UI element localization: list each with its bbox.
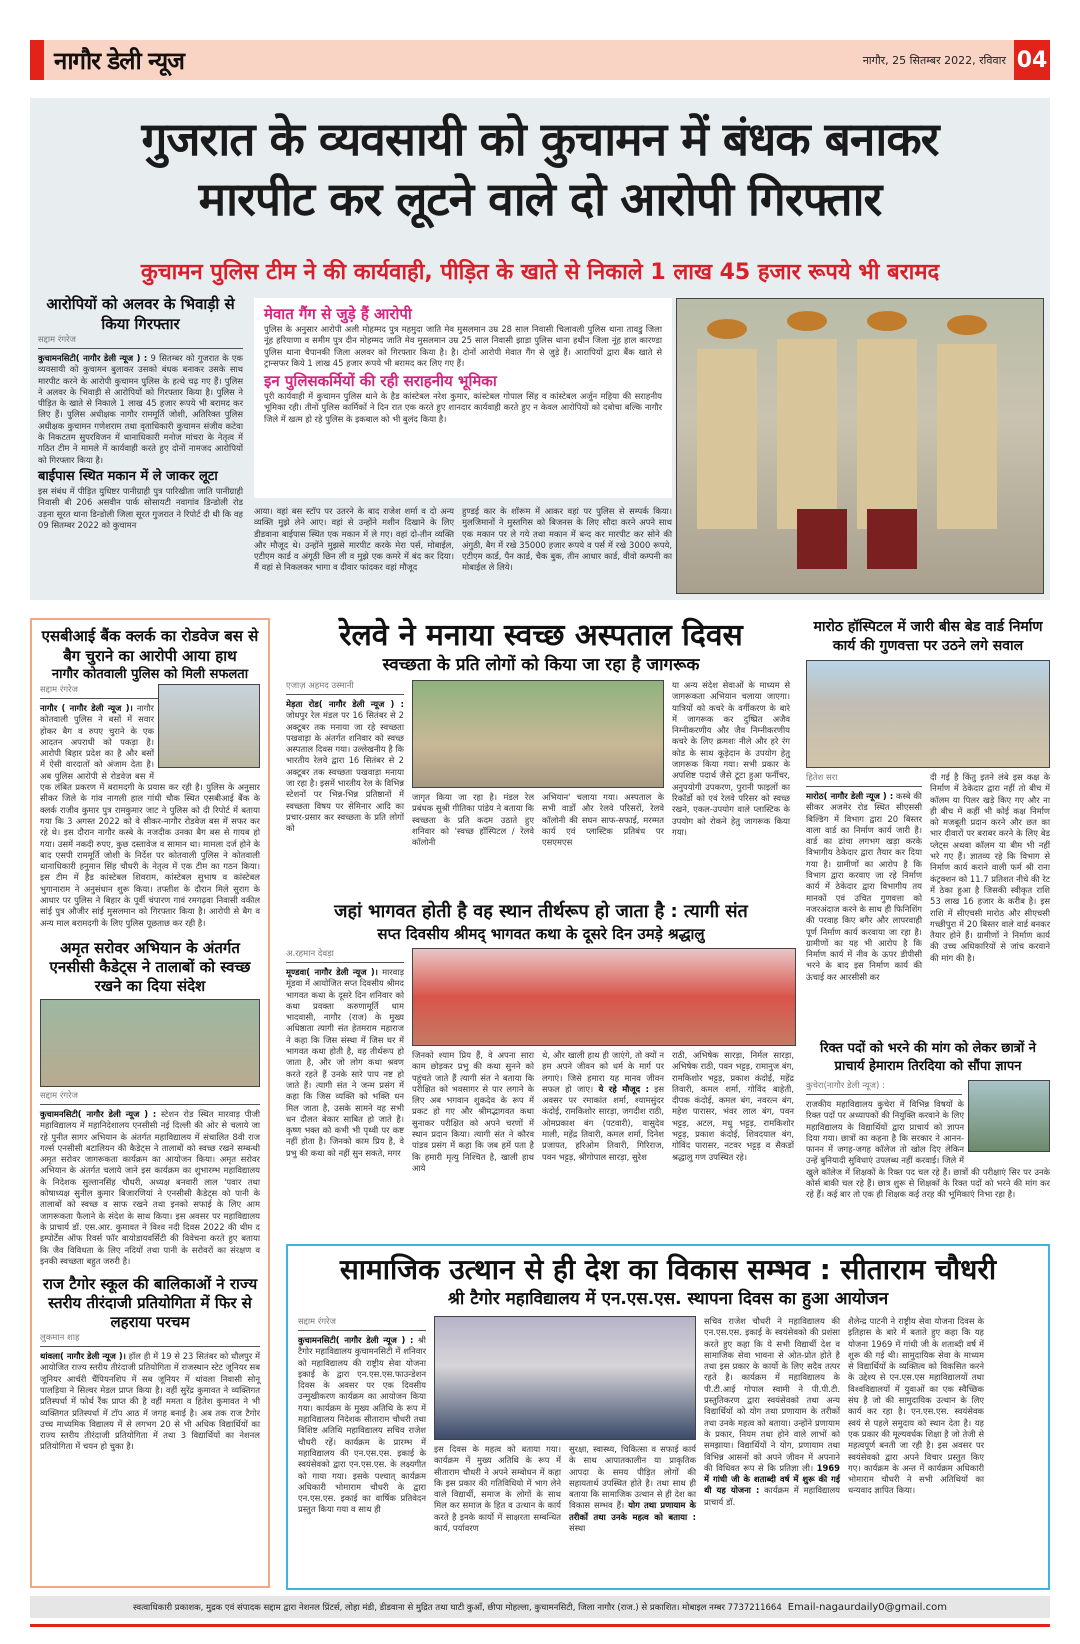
page-number: 04 [1014,40,1050,80]
sbi-body: नागौर ( नागौर डेली न्यूज )। नागौर कोतवाली पुलिस ने बसों में सवार होकर बैग व रुपए चुराने के एक आदतन अपराधी को पकड़ा है। आरोपी बिहार प्रदेश का है और बसों में ऐसी वारदातों को अंजाम देता है। अब पुलिस आरोपी से रोडवेज बस में एक लंबित प्रकरण में बरामदगी के प्रयास कर रही है। पुलिस के अनुसार सीकर जिले के गांव नागली हाल गांधी चौक स्थित एसबीआई बैंक के क्लर्क राजीव कुमार पुत्र रामकुमार जाट ने पुलिस को दी रिपोर्ट में बताया गया कि 3 अगस्त 2022 को वे सीकर-नागौर रोडवेज बस में सफर कर रहे थे। इस दौरान नागौर कस्बे के नजदीक उनका बैग बस से गायब हो गया। उसमें नकदी रुपए, कुछ दस्तावेज व सामान था। मामला दर्ज होने के बाद एसपी राममूर्ति जोशी के निर्देश पर कोतवाली पुलिस ने कोतवाली थानाधिकारी हनुमान सिंह चौधरी के नेतृत्व में एक टीम का गठन किया। इस टीम में हैड कांस्टेबल शिवराम, कांस्टेबल सुभाष व कांस्टेबल भुगानाराम ने अनुसंधान शुरू किया। तफ्तीश के दौरान मिले सुराग के आधार पर पुलिस ने बिहार के पूर्वी चंपारण गावं रमगढ़वा निवासी वकील सांई पुत्र औजीर सांई मुसलमान को गिरफ्तार किया है। आरोपी से बैग व अन्य माल बरामदगी के लिए पुलिस पूछताछ कर रही है। [40,703,260,928]
nss-photo [434,1316,696,1440]
nss-body-5: शैलेन्द्र पाटनी ने राष्ट्रीय सेवा योजना दिवस के इतिहास के बारे में बताते हुए कहा कि यह योजना 1969 में गांधी जी के शताब्दी वर्ष में शुरू की गई थी। सामुदायिक सेवा के माध्यम से विद्यार्थियों के व्यक्तित्व को विकसित करने के उद्देश्य से एन.एस.एस महाविद्यालयों तथा विश्वविद्यालयों में युवाओं का एक स्वैच्छिक संघ है जो की सामुदायिक उत्थान के लिए कार्य कर रहा है। एन.एस.एस. स्वयंसेवक स्वयं से पहले समुदाय को स्थान देता है। यह एक प्रकार की मूल्यवर्धक शिक्षा है जो तेजी से महत्वपूर्ण बनती जा रही है। इस अवसर पर स्वयंसेवको द्वारा अपने विचार प्रस्तुत किए गए। कार्यक्रम के अन्त में कार्यक्रम अधिकारी भोमाराम चौधरी ने सभी अतिथियों का धन्यवाद ज्ञापित किया। [848,1316,984,1496]
archery-body: थांवला( नागौर डेली न्यूज )। हॉल ही में 19 से 23 सितंबर को धौलपुर में आयोजित राज्य स्तरीय तीरंदाजी प्रतियोगिता में राजस्थान स्टेट जूनियर सब जूनियर आर्चरी चैंपियनशिप में सब जूनियर में थांवला निवासी सोनू पालड़िया ने सिल्वर मेडल प्राप्त किया है। वहीं सुरेंद्र कुमावत ने व्यक्तिगत प्रतिस्पर्धा में फोर्थ रैंक प्राप्त की है वहीं ममता व हितेश कुमावत ने भी व्यक्तिगत प्रतिस्पर्धा में टॉप आठ में जगह बनाई है। अब तक राज टैगोर उच्च माध्यमिक विद्यालय में से लगभग 20 से भी अधिक विद्यार्थियों का राज्य स्तरीय तीरंदाजी प्रतियोगिता में तथा 3 विद्यार्थियों का नेशनल प्रतियोगिता में चयन हो चुका है। [40,1351,260,1452]
nss-subheadline: श्री टैगोर महाविद्यालय में एन.एस.एस. स्थापना दिवस का हुआ आयोजन [447,1289,889,1309]
issue-date: नागौर, 25 सितम्बर 2022, रविवार [862,53,1006,67]
railway-photo [412,680,664,788]
lead-crosshead: बाईपास स्थित मकान में ले जाकर लूटा [38,468,218,484]
maroth-story [806,618,1050,983]
ncc-photo [40,999,260,1087]
ncc-byline: सद्दाम रंगरेज [40,1090,260,1105]
lead-headline-line-2: मारपीट कर लूटने वाले दो आरोपी गिरफ्तार [198,172,882,226]
lead-side-headline: आरोपियों को अलवर के भिवाड़ी से किया गिरफ्तार [46,295,235,333]
nss-story-box [286,1244,1050,1590]
nss-body-1: कुचामनसिटी( नागौर डेली न्यूज ) : श्री टैगोर महाविद्यालय कुचामनसिटी में शनिवार को महाविद्यालय की राष्ट्रीय सेवा योजना इकाई के द्वारा एन.एस.एस.फाउन्डेशन दिवस के अवसर पर एक दिवसीय उन्मुखीकरण कार्यक्रम का आयोजन किया गया। कार्यक्रम के मुख्य अतिथि के रूप में महाविद्यालय निदेशक सीताराम चौधरी तथा विशिष्ट अतिथि महाविद्यालय सचिव राजेश चौधरी रहें। कार्यक्रम के प्रारम्भ में महाविद्यालय की एन.एस.एस. इकाई के स्वयंसेवको द्वारा एन.एस.एस. के लक्ष्यगीत को गाया गया। इसके पश्चात् कार्यक्रम अधिकारी भोमाराम चौधरी के द्वारा एन.एस.एस. इकाई का वार्षिक प्रतिवेदन प्रस्तुत किया गया व साथ ही [298,1335,426,1515]
bhagwat-subheadline: सप्त दिवसीय श्रीमद् भागवत कथा के दूसरे दिन उमड़े श्रद्धालु [377,925,705,943]
maroth-photo [806,660,1050,768]
nss-byline: सद्दाम रंगरेज [298,1316,426,1331]
railway-byline: एजाज़ अहमद उस्मानी [286,680,404,695]
left-column-box [30,618,270,1588]
maroth-body-2: दी गई है किंतु इतने लंबे इस कक्ष के निर्माण में ठेकेदार द्वारा नहीं तो बीच में कॉलम या पिलर खड़े किए गए और ना ही बीच में कहीं भी कोई कक्ष निर्माण को मजबूती प्रदान करने और छत का भार दीवारों पर बराबर करने के लिए बेड प्लेट्स अथवा कॉलम या बीम भी नहीं भरे गए हैं। ज्ञातव्य रहे कि विभाग से निर्माण कार्य कराने वाली फर्म श्री राना कंट्रक्शन को 11.7 प्रतिशत नीचे की रेट में ठेका हुआ है जिसकी स्वीकृत राशि 53 लाख 16 हजार के करीब है। इस राशि में सीएचसी मारोठ और सीएचसी गच्छीपुरा में 20 बिस्तर वाले वार्ड बनकर तैयार होने हैं। ग्रामीणों ने निर्माण कार्य की उच्च अधिकारियों से जांच करवाने की मांग की है। [930,772,1050,963]
footer-imprint [30,1596,1050,1618]
railway-body-2: जागृत किया जा रहा है। मंडल रेल प्रबंधक सुश्री गीतिका पांडेय ने बताया कि स्वच्छता के प्रति कदम उठाते हुए शनिवार को 'स्वच्छ हॉस्पिटल / रेलवे कॉलोनी [412,792,534,848]
bhagwat-story [286,900,796,1174]
railway-subheadline: स्वच्छता के प्रति लोगों को किया जा रहा है जागरूक [382,655,700,675]
lead-byline: सद्दाम रंगरेज [38,334,243,349]
imprint-text: स्वत्वाधिकारी प्रकाशक, मुद्रक एवं संपादक सद्दाम द्वारा नेशनल प्रिंटर्स, लोहा मंडी, डीडवाना से मुद्रित तथा घाटी कुआँ, छीपा मोहल्ला, कुचामनसिटी, जिला नागौर (राज.) से प्रकाशित। मोबाइल नम्बर 7737211664 [133,1602,782,1613]
bhagwat-body-4: राठी, अभिषेक सारड़ा, निर्मल सारड़ा, अभिषेक राठी, पवन भट्टड़, रामानुज बंग, रामकिशोर भट्टड़, प्रकाश कंदोई, महेंद्र तिवारी, कमल शर्मा, गोविंद बाहेती, दीपक कंदोई, कमल बंग, नवरत्न बंग, महेश पारासर, भंवर लाल बंग, पवन भट्टड़, अटल, मधु भट्टड़, रामकिशोर भट्टड़, प्रकाश कंदोई, शिवदयाल बंग, गोविंद पारासर, नटवर भट्टड़ व सैकडों श्रद्धालु गण उपस्थित रहे। [672,1050,794,1162]
nss-headline: सामाजिक उत्थान से ही देश का विकास सम्भव : सीताराम चौधरी [339,1253,997,1286]
sbi-headline: एसबीआई बैंक क्लर्क का रोडवेज बस से बैग चुराने का आरोपी आया हाथ [41,627,259,665]
lead-headline-line-1: गुजरात के व्यवसायी को कुचामन में बंधक बनाकर [141,112,939,166]
railway-body-1: मेड़ता रोड( नागौर डेली न्यूज ) : जोधपुर रेल मंडल पर 16 सितंबर से 2 अक्टूबर तक मनाया जा रहे स्वच्छता पखवाड़ा के अंतर्गत शनिवार को स्वच्छ अस्पताल दिवस गया। उल्लेखनीय है कि भारतीय रेलवे द्वारा 16 सितंबर से 2 अक्टूबर तक स्वच्छता पखवाड़ा मनाया जा रहा है। इसमें भारतीय रेल के विभिन्न स्टेशनों पर भिन्न-भिन्न प्रतिष्ठानों में स्वच्छता विषय पर सेमिनार आदि का प्रचार-प्रसार कर स्वच्छता के प्रति लोगों को [286,699,404,834]
maroth-headline: मारोठ हॉस्पिटल में जारी बीस बेड वार्ड निर्माण कार्य की गुणवत्ता पर उठने लगे सवाल [813,619,1043,654]
nss-body-2: इस दिवस के महत्व को बताया गया। कार्यक्रम में मुख्य अतिथि के रूप में सीताराम चौधरी ने अपने सम्बोधन में कहा कि इस प्रकार की गतिविधियो में भाग लेने वाले विद्यार्थी, समाज के लोगों के साथ मिल कर समाज के हित व उत्थान के कार्य करते है इनके कार्यो में साक्षरता सम्बन्धित कार्य, पर्यावरण [434,1444,561,1534]
lead-left-column [38,294,243,531]
sbi-subheadline: नागौर कोतवाली पुलिस को मिली सफलता [51,667,249,682]
police-team-photo [676,298,1044,594]
nss-body-4: सचिव राजेश चौधरी ने महाविद्यालय की एन.एस.एस. इकाई के स्वयंसेवको की प्रशंसा करते हुए कहा कि ये सभी विद्यार्थी देश व सामाजिक सेवा भावना से ओत-प्रोत होते है तथा इस प्रकार के कार्यो के लिए सदैव तत्पर रहते है। कार्यक्रम में महाविद्यालय के पी.टी.आई गोपाल स्वामी ने पी.पी.टी. प्रस्तुतिकरण द्वारा स्वयंसेवको तथा अन्य विद्यार्थियों को योग तथा प्रणायाम के तरीकों तथा उनके महत्व को बताया। उन्होंने प्रणायाम के प्रकार, नियम तथा होने वाले लाभों को समझाया। विद्यार्थियों ने योग, प्रणायाम तथा विभिन्न आसनों को अपने जीवन में अपनाने की विधिवत रूप से कि प्रतिज्ञा ली। 1969 में गांधी जी के शताब्दी वर्ष में शुरू की गई थी यह योजना : कार्यक्रम में महाविद्यालय प्राचार्य डॉ. [704,1316,840,1507]
box-body-1: पुलिस के अनुसार आरोपी अली मोहम्मद पुत्र महमुदा जाति मेव मुसलमान उम्र 28 साल निवासी चिलावली पुलिस थाना तावडु जिला नूंह हरियाणा व समीम पुत्र दीन मोहम्मद जाति मेव मुसलमान उम्र 25 साल निवासी झाडा पुलिस थाना हथीन जिला नूंह हाल कारण्डा पुलिस थाना चैपानकी जिला अलवर को गिरफ्तार किया है। है। दोनों आरोपी मेवात गैंग से जुड़े हैं। आरापियों द्वारा बैंक खाते से ट्रान्सफर किये 1 लाख 45 हजार रूपये भी बरामद कर लिए गए हैं। [264,324,662,368]
kuchera-story [806,1040,1050,1201]
kuchera-headline: रिक्त पदों को भरने की मांग को लेकर छात्रों ने प्राचार्य हेमाराम तिरदिया को सौंपा ज्ञापन [820,1041,1036,1074]
lead-body-4: हुण्डई कार के शॉरूम में आकर वहां पर पुलिस से सम्पर्क किया। मुलजिमानों ने मुस्तगिस को बिजनस के लिए सौदा करने अपने साथ एक मकान पर ले गये तथा मकान में बन्द कर मारपीट कर सोने की अंगुठी, बैग में रखे 35000 हजार रूपये व पर्स में रखे 3000 रूपये, एटीएम कार्ड, पैन कार्ड, चैक बुक, तीन आधार कार्ड, वीवो कम्पनी का मोबाईल ले लिये। [462,506,672,573]
railway-story [286,618,796,848]
lead-body-3: आया। वहां बस स्टॉप पर उतरने के बाद राजेश शर्मा व दो अन्य व्यक्ति मुझे लेने आए। वहां से उन्होंने मशीन दिखाने के लिए डीडवाना बाईपास स्थित एक मकान में ले गए। वहां दो-तीन व्यक्ति और मौजूद थे। उन्होंने मुझसे मारपीट करके मेरा पर्स, मोबाईल, एटीएम कार्ड व अंगूठी छिन ली व मुझे एक कमरे में बंद कर दिया। मैं वहां से निकलकर भागा व दीवार फांदकर वहां मौजूद [254,506,454,573]
archery-headline: राज टैगोर स्कूल की बालिकाओं ने राज्य स्तरीय तीरंदाजी प्रतियोगिता में फिर से लहराया परचम [42,1275,258,1332]
footer-email[interactable]: Email-nagaurdaily0@gmail.com [787,1601,947,1613]
sbi-byline: सद्दाम रंगरेज [40,684,160,699]
box-body-2: पूरी कार्यवाही में कुचामन पुलिस थाने के हैड कांस्टेबल नरेश कुमार, कांस्टेबल गोपाल सिंह व कांस्टेबल अर्जुन महिया की सराहनीय भूमिका रही। तीनों पुलिस कार्मिकों ने दिन रात एक करते हुए शानदार कार्यवाही करते हुए न केवल आरोपियों को दबोचा बल्कि नागौर जिले में खत्म हो रहे पुलिस के इकबाल को भी बुलंद किया है। [264,391,662,424]
footer-red-rule [30,1624,1050,1627]
railway-body-4: या अन्य संदेश सेवाओं के माध्यम से जागरूकता अभियान चलाया जाएगा। यात्रियों को कचरे के वर्गीकरण के बारे में जागरूक कर दुष्प्रित अजैव निम्नीकरणीय और जैव निम्नीकरणीय कचरे के लिए क्रमशः नीले और हरे रंग कोड के साथ कूड़ेदान के उपयोग हेतु जागरूक किया गया। सभी प्रकार के अपशिष्ट पदार्थ जैसे टूटा हुआ फर्नीचर, अनुपयोगी उपकरण, पुरानी फाइलों का रिकॉर्डो को एवं रेलवे परिसर को स्वच्छ रखने, एकल-उपयोग वाले प्लास्टिक के उपयोग को रोकने हेतु जागरूक किया गया। [672,680,790,837]
ncc-body: कुचामनसिटी( नागौर डेली न्यूज ) : स्टेशन रोड स्थित मारवाड़ पीजी महाविद्यालय में महानिदेशालय एनसीसी नई दिल्ली की ओर से चलाये जा रहे पुनीत सागर अभियान के अंतर्गत महाविद्यालय में संचालित 8वी राज गर्ल्स एनसीसी बटालियन की कैडेट्स ने तालाबों को स्वच्छ रखने सम्बन्धी अमृत सरोवर जागरूकता कार्यक्रम का आयोजन किया। अमृत सरोवर अभियान के अंतर्गत चलाये जाने इस कार्यक्रम का शुभारम्भ महाविद्यालय के निदेशक सुल्तानसिंह चौधरी, अध्यक्ष बनवारी लाल 'पवार तथा कोषाध्यक्ष सुनील कुमार बिजारणियां ने एनसीसी कैडेट्स को पानी के तालाबों को स्वच्छ व साफ रखने तथा इनको सफाई के लिए आम जागरूकता फैलाने के संदेश के साथ किया। इस अवसर पर महाविद्यालय के प्राचार्य डॉ. एस.आर. कुमावत ने विश्व नदी दिवस 2022 की थीम द इम्पोर्टेंस ऑफ रिवर्स फॉर बायोडायवर्सिटी की विवेचना करते हुए बताया कि जैव विविधता के लिए नदियों तथा पानी के सरोवरों का संरक्षण व इनकी स्वच्छता बहुत जरुरी है। [40,1108,260,1266]
police-team-illustration [677,299,1044,594]
railway-body-3: अभियान' चलाया गया। अस्पताल के सभी वार्डों और रेलवे परिसरों, रेलवे कॉलोनी की सघन साफ-सफाई, मरम्मत कार्य एवं प्लास्टिक प्रतिबंध पर एसएमएस [542,792,664,848]
archery-story [32,1271,268,1457]
nss-body-3: सुरक्षा, स्वास्थ्य, चिकित्सा व सफाई कार्य के साथ आपातकालीन या प्राकृतिक आपदा के समय पीड़ित लोगों की सहायतार्थ उपस्थित होते है। तथा साथ ही बताया कि सामाजिक उत्थान से ही देश का विकास सम्भव हैं। योग तथा प्रणायाम के तरीकों तथा उनके महत्व को बताया : संस्था [569,1444,696,1534]
masthead [30,40,1050,80]
maroth-body-1: मारोठ( नागौर डेली न्यूज ) : कस्बे की सीकर अजमेर रोड स्थित सीएससी बिल्डिंग में विभाग द्वारा 20 बिस्तर वाला वार्ड का निर्माण कार्य जारी है। वार्ड का ढांचा लगभग खड़ा करके विभागीय ठेकेदार द्वारा तैयार कर दिया गया है। ग्रामीणों का आरोप है कि विभाग द्वारा करवाए जा रहे निर्माण कार्य में ठेकेदार द्वारा विभागीय तय मानकों एवं उचित गुणवत्ता को नजरअंदाज करने के साथ ही फिनिशिंग की परवाह किए बगैर और लापरवाही पूर्ण निर्माण कार्य करवाया जा रहा है। ग्रामीणों का यह भी आरोप है कि निर्माण कार्य में नीव के ऊपर डीपीसी भरने के बाद इस निर्माण कार्य की ऊंचाई कर आरसीसी कर [806,791,922,982]
bhagwat-byline: अ.रहमान देवड़ा [286,948,404,963]
masthead-red-bar [30,40,44,80]
bhagwat-body-3: थे, और खाली हाथ ही जाएंगे, तो क्यों न हम अपने जीवन को धर्म के मार्ग पर लगाएं। जिसे हमारा यह मानव जीवन सफल हो जाए। ये रहे मौजूद : इस अवसर पर रमाकांत शर्मा, श्यामसुंदर कंदोई, रामकिशोर सारड़ा, जगदीश राठी, ओमप्रकाश बंग (पटवारी), वासुदेव माली, महेंद्र तिवारी, कमल शर्मा, दिनेश प्रजापत, हरिओम तिवारी, गिरिराज, पवन भट्टड़, श्रीगोपाल सारड़ा, सुरेश [542,1050,664,1162]
bhagwat-headline: जहां भागवत होती है वह स्थान तीर्थरूप हो जाता है : त्यागी संत [334,901,748,922]
kuchera-photo [968,1080,1050,1152]
bhagwat-photo [412,948,796,1046]
newspaper-name: नागौर डेली न्यूज [54,46,184,75]
box-heading-2: इन पुलिसकर्मियों की रही सराहनीय भूमिका [264,372,497,391]
maroth-byline: हितेश सरा [806,772,922,787]
lead-story [30,98,1050,600]
sbi-story [32,620,268,935]
bhagwat-body-2: जिनको श्याम प्रिय हैं, वे अपना सारा काम छोड़कर प्रभु की कथा सुनने को पहुंचते जाते हैं त्यागी संत ने बताया कि परीक्षित को भवसागर से पार लगाने के लिए अब भगवान शुकदेव के रूप में प्रकट हो गए और श्रीमद्भागवत कथा सुनाकर परीक्षित को अपने चरणों में स्थान प्रदान किया। त्यागी संत ने कौरव पांडव प्रसंग में कहा कि जब हमें पता है कि हमारी मृत्यु निश्चित है, खाली हाथ आये [412,1050,534,1173]
lead-body-2: इस संबंध में पीड़ित युधिष्टर पानीग्राही पुत्र पारिखीता जाति पानीग्राही निवासी बी 206 असवीन पार्क सोसायटी नवागांव डिन्डोली रोड उड़ना सूरत थाना डिन्डोली जिला सूरत गुजरात ने रिपोर्ट दी थी कि वह 09 सितम्बर 2022 को कुचामन [38,485,243,530]
ncc-headline: अमृत सरोवर अभियान के अंतर्गत एनसीसी कैडेट्स ने तालाबों को स्वच्छ रखने का दिया संदेश [49,938,251,995]
archery-byline: लुकमान शाह [40,1332,260,1347]
railway-headline: रेलवे ने मनाया स्वच्छ अस्पताल दिवस [339,618,743,653]
lead-subheadline: कुचामन पुलिस टीम ने की कार्यवाही, पीड़ित के खाते से निकाले 1 लाख 45 हजार रूपये भी बरामद [140,260,940,285]
bhagwat-body-1: मूण्डवा( नागौर डेली न्यूज )। मारवाड़ मूंडवा में आयोजित सप्त दिवसीय श्रीमद भागवत कथा के दूसरे दिन शनिवार को कथा प्रवक्ता करुणामूर्ति धाम भादवासी, नागौर (राज) के मुख्य अधिष्ठाता त्यागी संत हेतमराम महाराज ने कहा कि जिस संस्था में जिस घर में भागवत कथा होती है, वह तीर्थरूप हो जाता है, और जो लोग कथा श्रवण करते रहते हैं उनके सारे पाप नष्ट हो जाते हैं। त्यागी संत ने जन्म प्रसंग में कहा कि जिस व्यक्ति को भक्ति धन मिल जाता है, उसके सामने वह सभी धन दौलत बेकार साबित हो जाते है। कृष्ण भक्त को कभी भी पृथ्वी पर कष्ट नहीं होता है। जिनको काम प्रिय है, वे प्रभु की कथा को नहीं सुन सकते, मगर [286,967,404,1158]
mewat-gang-box [254,298,672,498]
box-heading-1: मेवात गैंग से जुड़े हैं आरोपी [264,305,412,323]
kuchera-dateline: कुचेरा(नागौर डेली न्यूज) : [806,1080,962,1095]
ncc-story [32,935,268,1271]
kuchera-body: राजकीय महाविद्यालय कुचेरा में विभिन्न विषयों के रिक्त पदों पर अध्यापकों की नियुक्ति करवाने के लिए महाविद्यालय के विद्यार्थियों द्वारा प्राचार्य को ज्ञापन दिया गया। छात्रों का कहना है कि सरकार ने आनन-फानन में जगह-जगह कॉलेज तो खोल दिए लेकिन उन्हें बुनियादी सुविधाएं उपलब्ध नहीं करवाई। जिले में खुले कॉलेज में शिक्षकों के रिक्त पद चल रहे हैं। छात्रों की परीक्षाएं सिर पर उनके कोर्स बाकी चल रहे हैं। छात्र शुरू से शिक्षकों के रिक्त पदों को भरने की मांग कर रहे हैं। कई बार तो एक ही शिक्षक कई तरह की भूमिकाएं निभा रहा है। [806,1099,1050,1200]
sbi-photo [158,684,260,768]
lead-body-1: कुचामनसिटी( नागौर डेली न्यूज ) : 9 सितम्बर को गुजरात के एक व्यवसायी को कुचामन बुलाकर उसको बंधक बनाकर उसके साथ मारपीट करने के आरोपी कुचामन पुलिस के हत्थे चढ़ गए हैं। पुलिस ने अलवर के भिवाड़ी से आरोपियों को गिरफ्तार किया है। पुलिस ने पीड़ित के खाते से निकाले 1 लाख 45 हजार रूपये भी बरामद कर लिए हैं। पुलिस अधीक्षक नागौर राममूर्ति जोशी, अतिरिक्त पुलिस अधीक्षक कुचामन गणेशराम तथा वृताधिकारी कुचामन संजीव कटेवा के निकटतम सुपरविजन में थानाधिकारी मनोज मांचरा के नेतृत्व में गठित टीम ने मामले में कार्यवाही करते हुए दोनों नामजद आरोपियों को गिरफ्तार किया है। [38,353,243,465]
